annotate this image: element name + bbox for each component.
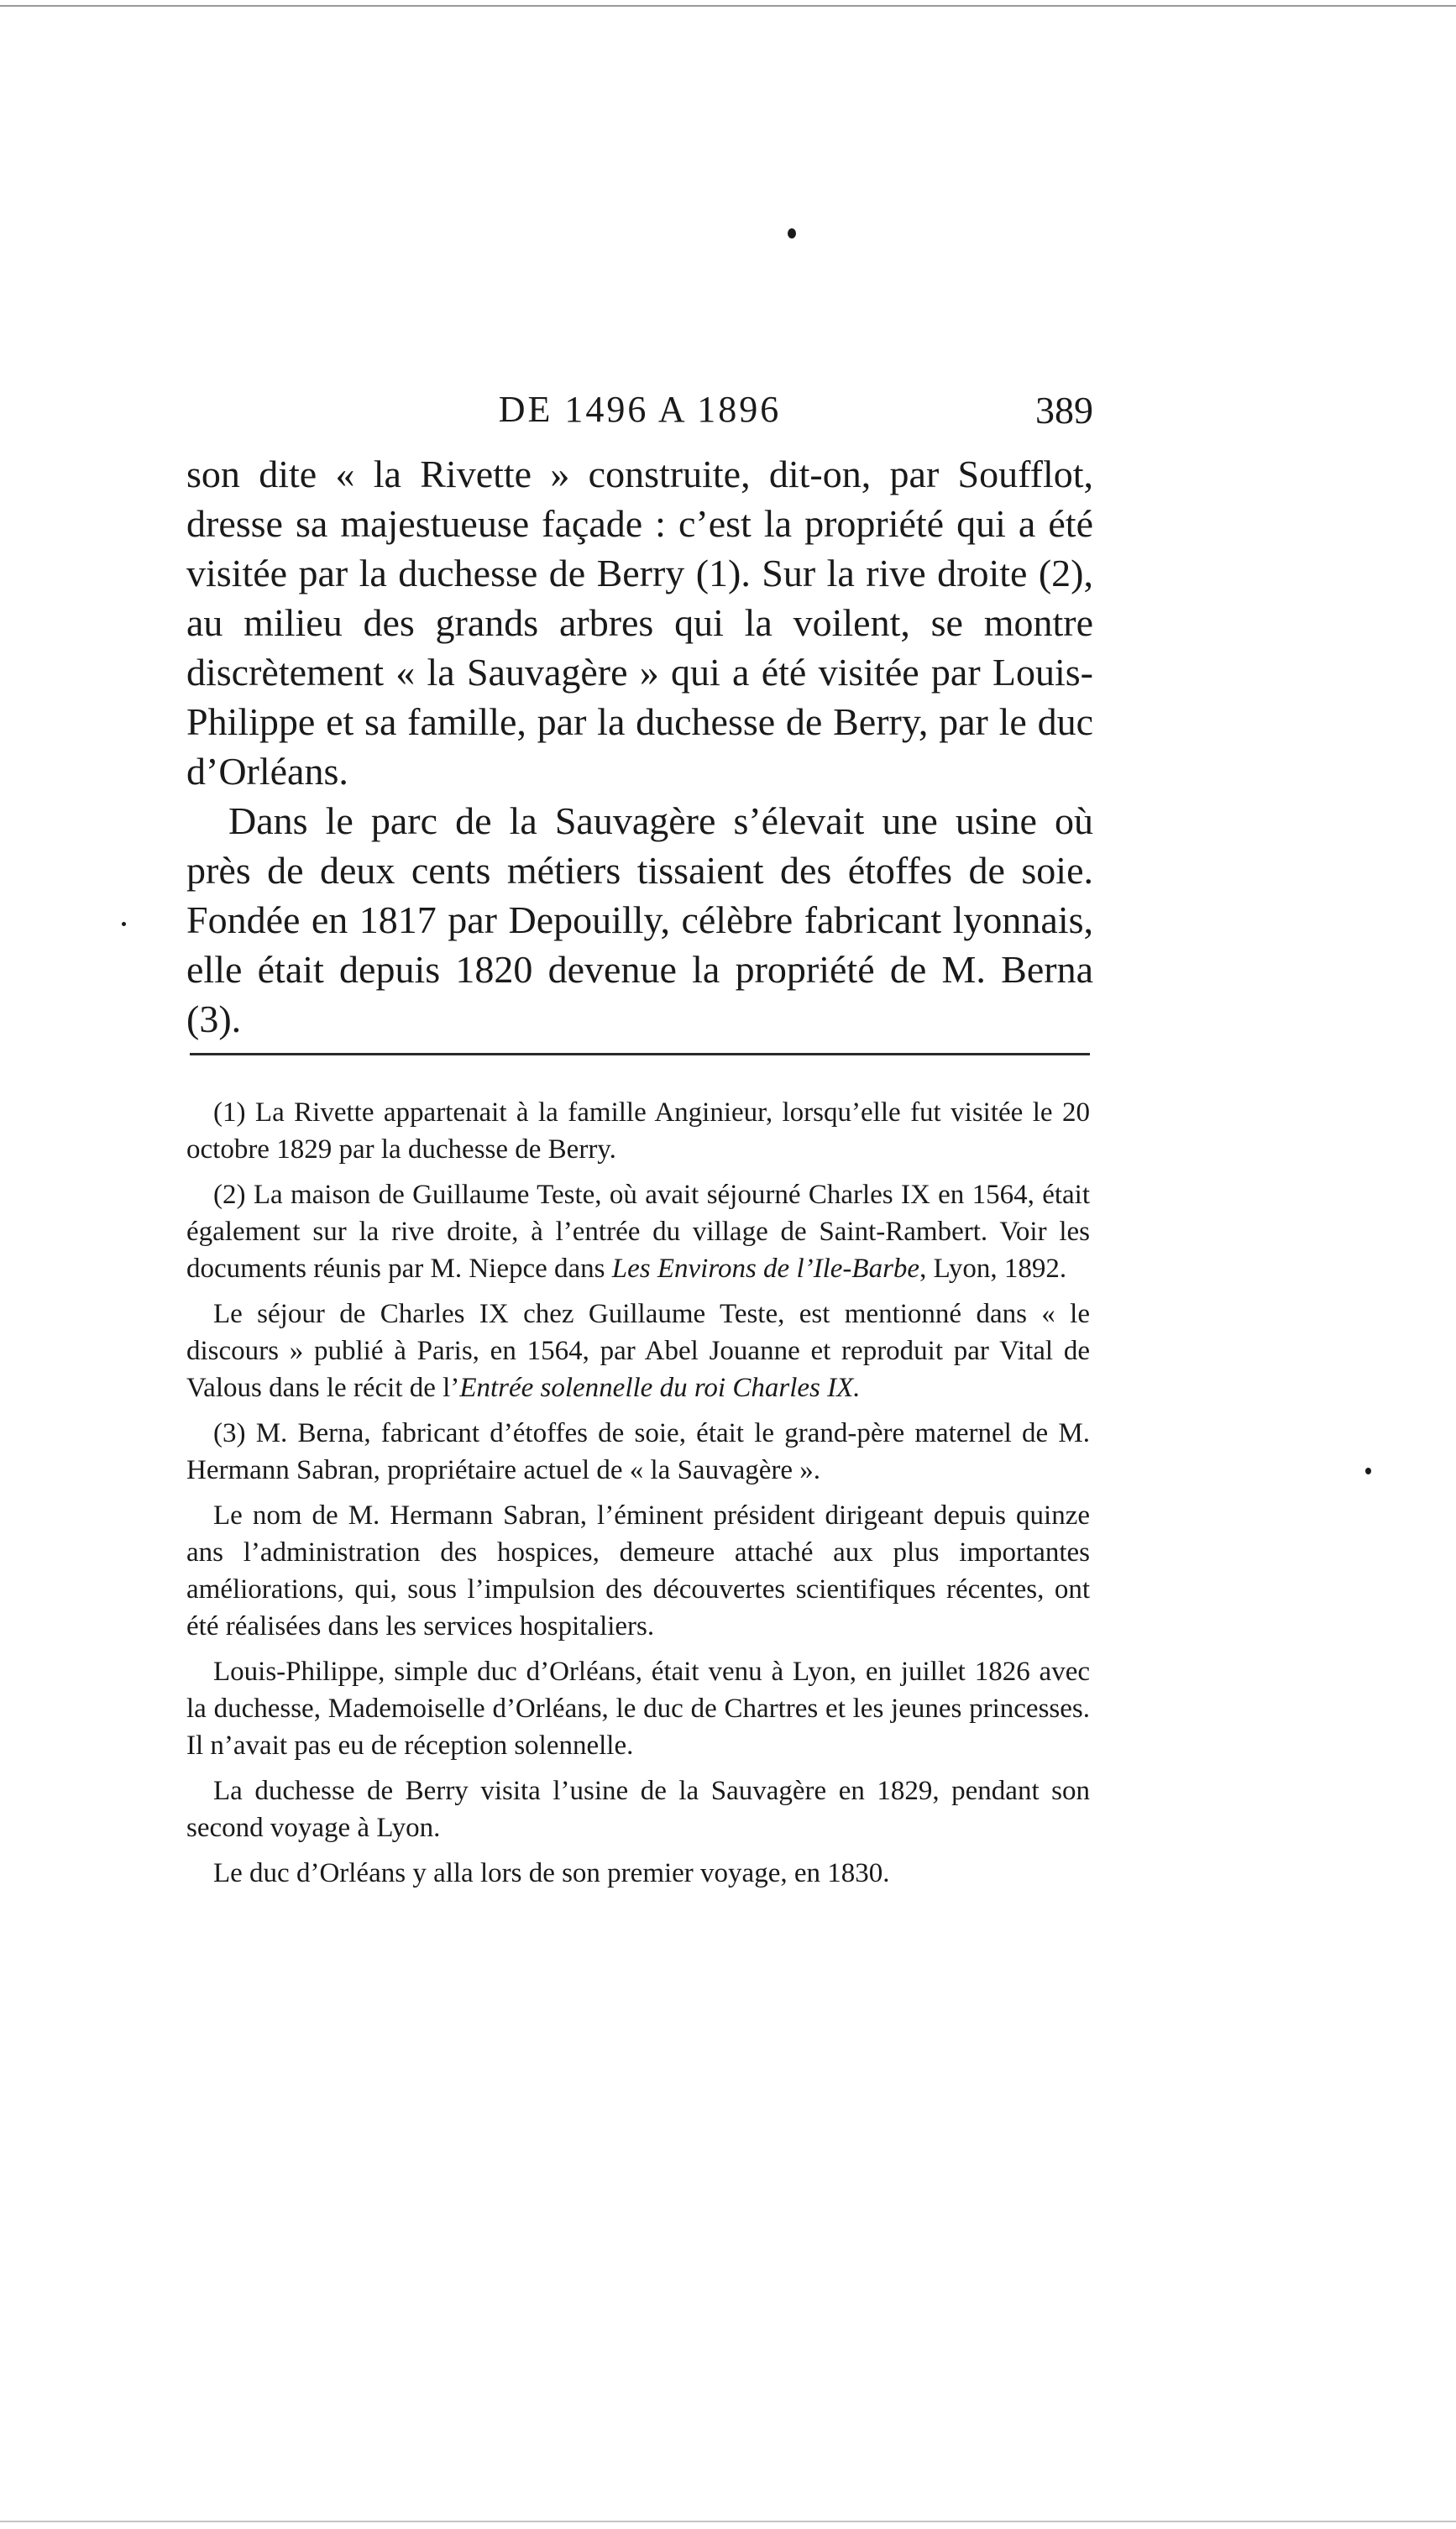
footnote-3: (3) M. Berna, fabricant d’étoffes de soie, était le grand-père maternel de M. Hermann Sabran, propriétaire actuel de « la Sauvagère ». bbox=[186, 1418, 1090, 1485]
scan-edge-bottom bbox=[0, 2521, 1456, 2522]
footnote-rule bbox=[190, 1053, 1090, 1055]
footnote-3-continuation: Le duc d’Orléans y alla lors de son premier voyage, en 1830. bbox=[213, 1858, 890, 1888]
footnote-1: (1) La Rivette appartenait à la famille Anginieur, lorsqu’elle fut visitée le 20 octobre 1829 par la duchesse de Berry. bbox=[186, 1097, 1090, 1165]
scan-speck bbox=[122, 922, 126, 926]
body-paragraph: Dans le parc de la Sauvagère s’élevait une usine où près de deux cents métiers tissaient des étoffes de soie. Fondée en 1817 par Depouilly, célèbre fabricant lyonnais, elle était depuis 1820 devenue la propriété de M. Berna (3). bbox=[186, 799, 1093, 1040]
footnote-2-title: Les Environs de l’Ile-Barbe bbox=[611, 1254, 920, 1284]
footnote-3-continuation: Le nom de M. Hermann Sabran, l’éminent président dirigeant depuis quinze ans l’administration des hospices, demeure attaché aux plus importantes améliorations, qui, sous l’impulsion des découvertes scientifiques récentes, ont été réalisées dans les services hospitaliers. bbox=[186, 1500, 1090, 1641]
footnote-2b-text: Le séjour de Charles IX chez Guillaume Teste, est mentionné dans « le discours » publié à Paris, en 1564, par Abel Jouanne et reproduit par Vital de Valous dans le récit de l’ bbox=[186, 1299, 1090, 1403]
scan-speck bbox=[1365, 1468, 1371, 1474]
footnote-2 bbox=[186, 1176, 1090, 1287]
footnotes bbox=[186, 1094, 1090, 1900]
scan-edge-top bbox=[0, 5, 1456, 7]
footnote-3-continuation: La duchesse de Berry visita l’usine de la Sauvagère en 1829, pendant son second voyage à Lyon. bbox=[186, 1776, 1090, 1843]
body-text bbox=[186, 449, 1093, 1044]
footnote-2-text: (2) La maison de Guillaume Teste, où avait séjourné Charles IX en 1564, était également sur la rive droite, à l’entrée du village de Saint-Rambert. Voir les documents réunis par M. Niepce dans bbox=[186, 1180, 1090, 1284]
scan-speck bbox=[788, 228, 796, 238]
footnote-2-continuation bbox=[186, 1296, 1090, 1406]
running-title: DE 1496 A 1896 bbox=[498, 389, 782, 430]
page-number: 389 bbox=[1035, 389, 1093, 432]
running-head bbox=[186, 388, 1093, 438]
footnote-2b-title: Entrée solennelle du roi Charles IX. bbox=[459, 1373, 861, 1403]
body-paragraph: son dite « la Rivette » construite, dit-on, par Soufflot, dresse sa majestueuse façade : c’est la propriété qui a été visitée par la duchesse de Berry (1). Sur la rive droite (2), au milieu des grands arbres qui la voilent, se montre discrètement « la Sauvagère » qui a été visitée par Louis-Philippe et sa famille, par la duchesse de Berry, par le duc d’Orléans. bbox=[186, 453, 1093, 793]
footnote-2-tail: , Lyon, 1892. bbox=[919, 1254, 1067, 1284]
footnote-3-continuation: Louis-Philippe, simple duc d’Orléans, était venu à Lyon, en juillet 1826 avec la duchesse, Mademoiselle d’Orléans, le duc de Chartres et les jeunes princesses. Il n’avait pas eu de réception solennelle. bbox=[186, 1657, 1090, 1761]
